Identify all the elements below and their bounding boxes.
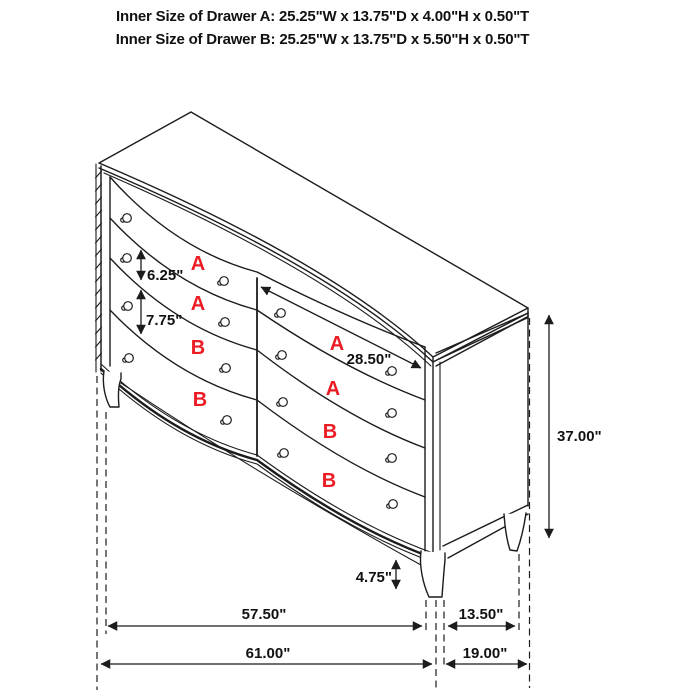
- knob-icon: [387, 500, 398, 509]
- knob-icon: [386, 409, 397, 418]
- title-line-drawer-a: Inner Size of Drawer A: 25.25"W x 13.75"D x 4.00"H x 0.50"T: [116, 8, 529, 25]
- knob-icon: [221, 416, 232, 425]
- drawer-letter: B: [321, 470, 337, 492]
- front-left-leg: [103, 371, 121, 407]
- front-right-leg: [420, 551, 445, 597]
- drawer-letter: A: [190, 253, 206, 275]
- back-right-leg: [504, 513, 526, 551]
- drawer-letter: A: [329, 333, 345, 355]
- label-overall-width: 61.00": [245, 645, 291, 662]
- label-overall-height: 37.00": [557, 428, 602, 445]
- drawer-letter: B: [322, 421, 338, 443]
- knob-icon: [277, 398, 288, 407]
- knob-icon: [220, 364, 231, 373]
- label-depth-between-legs: 13.50": [458, 606, 504, 623]
- knob-icon: [218, 277, 229, 286]
- knob-icon: [386, 454, 397, 463]
- drawer-letter-labels: [191, 253, 344, 492]
- knob-icon: [123, 354, 134, 363]
- legs: [103, 371, 526, 597]
- label-drawer-b-height: 7.75": [146, 312, 183, 329]
- label-drawer-a-height: 6.25": [147, 267, 184, 284]
- knob-icon: [275, 309, 286, 318]
- knob-icon: [278, 449, 289, 458]
- title-line-drawer-b: Inner Size of Drawer B: 25.25"W x 13.75"D x 5.50"H x 0.50"T: [115, 31, 530, 48]
- knob-icon: [219, 318, 230, 327]
- knob-icon: [121, 214, 132, 223]
- label-drawer-width: 28.50": [346, 351, 392, 368]
- drawer-letter: B: [192, 389, 208, 411]
- label-leg-height: 4.75": [355, 569, 392, 586]
- knob-icon: [276, 351, 287, 360]
- drawer-letter: A: [325, 378, 341, 400]
- label-width-between-legs: 57.50": [241, 606, 287, 623]
- knob-icon: [121, 254, 132, 263]
- base-molding: [101, 364, 433, 565]
- drawer-letter: B: [190, 337, 206, 359]
- knob-icon: [122, 302, 133, 311]
- label-overall-depth: 19.00": [462, 645, 508, 662]
- drawer-letter: A: [190, 293, 206, 315]
